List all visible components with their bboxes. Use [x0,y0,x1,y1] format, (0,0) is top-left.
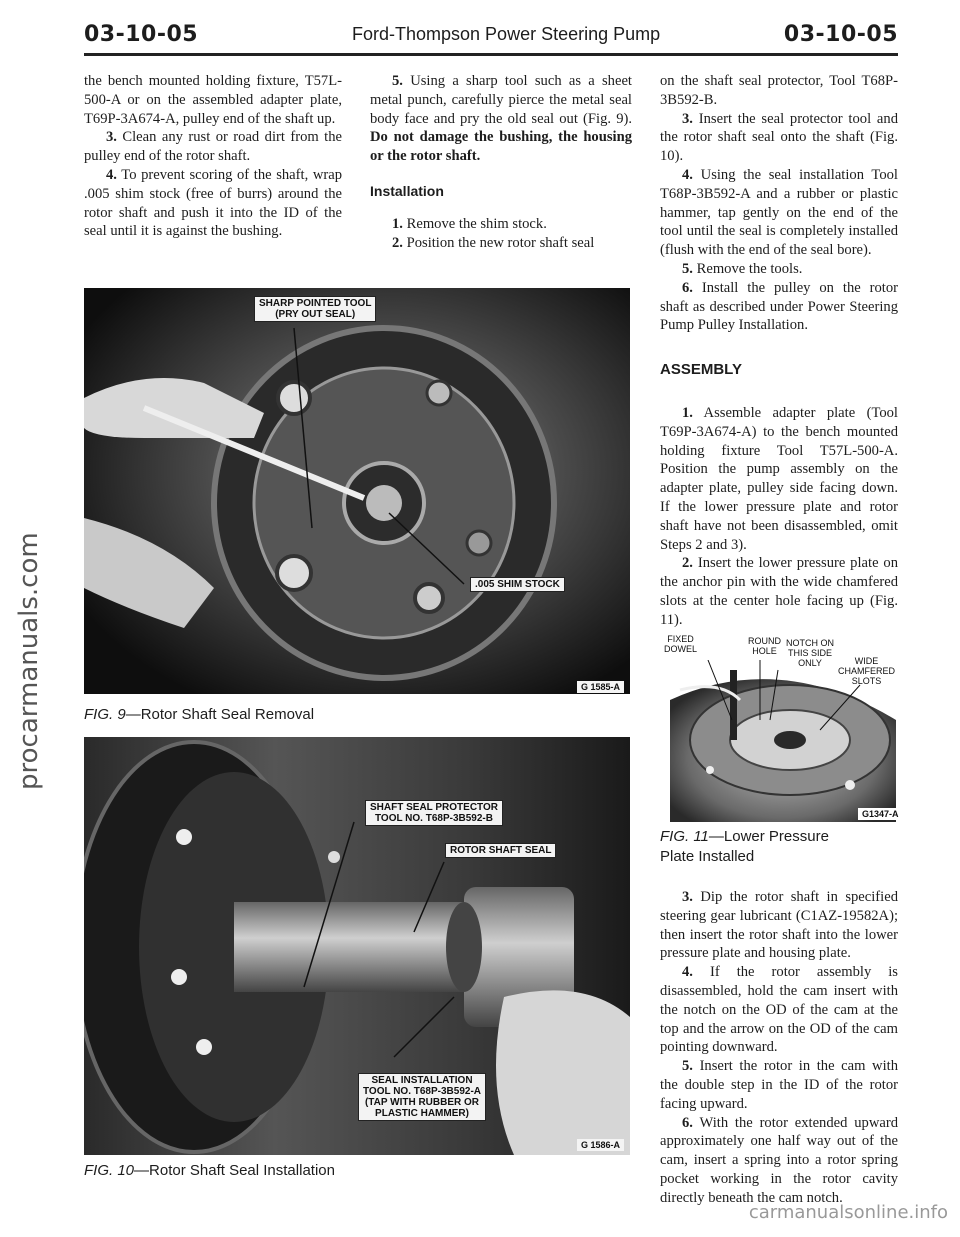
header-rule [84,53,898,56]
fig11-label-fixed-dowel: FIXED DOWEL [664,634,698,654]
step-6: 6. Install the pulley on the rotor shaft as described under Power Steering Pump Pulley Installation. [660,279,898,334]
assembly-step-6: 6. With the rotor extended upward approximately one half way out of the cam, insert a spring into a rotor spring pocket working in the rotor cavity directly beneath the cam notch. [660,1114,899,1206]
paragraph: on the shaft seal protector, Tool T68P-3B592-B. [660,73,898,108]
side-watermark: procarmanuals.com [14,532,44,790]
step-4: 4. To prevent scoring of the shaft, wrap .005 shim stock (free of burrs) around the rotor shaft and push it into the ID of the seal until it is against the bushing. [84,166,342,240]
step-4: 4. Using the seal installation Tool T68P-3B592-A and a rubber or plastic hammer, tap gently on the end of the tool until the seal is completely installed (flush with the end of the seal bore). [660,166,898,259]
assembly-step-3: 3. Dip the rotor shaft in specified steering gear lubricant (C1AZ-19582A); then insert the rotor shaft into the lower pressure plate and housing plate. [660,889,898,962]
fig10-photo [84,737,630,1155]
step-5: 5. Remove the tools. [682,260,803,277]
fig9-callout-tool: SHARP POINTED TOOL (PRY OUT SEAL) [254,296,376,322]
assembly-step-2: 2. Insert the lower pressure plate on the anchor pin with the wide chamfered slots at the center hole facing up (Fig. 11). [660,555,899,628]
step-5: 5. Using a sharp tool such as a sheet metal punch, carefully pierce the metal seal body face and pry the old seal out (Fig. 9). Do not damage the bushing, the housing or the rotor shaft. [370,73,632,165]
fig10-callout-protector: SHAFT SEAL PROTECTOR TOOL NO. T68P-3B592-B [365,800,503,826]
page-title: Ford-Thompson Power Steering Pump [352,24,661,44]
assembly-heading: ASSEMBLY [660,361,742,379]
fig9-code: G 1585-A [577,681,624,693]
fig9-photo [84,288,630,694]
fig11-caption: FIG. 11—Lower Pressure Plate Installed [660,828,829,865]
fig10-callout-seal: ROTOR SHAFT SEAL [445,843,556,858]
fig10-caption: FIG. 10—Rotor Shaft Seal Installation [84,1162,335,1179]
fig11-label-notch: NOTCH ON THIS SIDE ONLY [786,638,834,668]
page-number-left: 03-10-05 [84,22,199,47]
fig11-label-wide-slots: WIDE CHAMFERED SLOTS [838,656,896,686]
column-3-text-bottom [660,888,898,1208]
paragraph: the bench mounted holding fixture, T57L-500-A or on the assembled adapter plate, T69P-3A674-A, pulley end of the shaft up. [84,73,342,127]
fig10-code: G 1586-A [577,1139,624,1151]
step-3: 3. Clean any rust or road dirt from the pulley end of the rotor shaft. [84,129,342,165]
install-step-2: 2. Position the new rotor shaft seal [392,234,595,251]
column-3-text-top [660,72,898,630]
fig11-label-round-hole: ROUND HOLE [748,636,781,656]
assembly-step-5: 5. Insert the rotor in the cam with the double step in the ID of the rotor facing upward. [660,1058,899,1112]
fig9-callout-shim: .005 SHIM STOCK [470,577,565,592]
install-step-1: 1. Remove the shim stock. [392,215,547,232]
fig9-caption: FIG. 9—Rotor Shaft Seal Removal [84,706,315,723]
installation-heading: Installation [370,182,444,199]
fig10-callout-install: SEAL INSTALLATION TOOL NO. T68P-3B592-A (TAP WITH RUBBER OR PLASTIC HAMMER) [358,1073,486,1121]
assembly-step-1: 1. Assemble adapter plate (Tool T69P-3A674-A) to the bench mounted holding fixture Tool T57L-500-A. Position the pump assembly on the adapter plate, pulley side facing down. If the lower pressure plate and rotor shaft have not been disassembled, omit Steps 2 and 3). [660,404,898,553]
column-1-text [84,72,342,241]
fig11-code: G1347-A [858,808,903,820]
column-2-text [370,72,632,252]
footer-watermark: carmanualsonline.info [748,1202,948,1223]
assembly-step-4: 4. If the rotor assembly is disassembled, hold the cam insert with the notch on the OD of the cam at the top and the arrow on the OD of the cam pointing downward. [660,964,898,1056]
page-number-right: 03-10-05 [783,22,898,47]
step-3: 3. Insert the seal protector tool and the rotor shaft seal onto the shaft (Fig. 10). [660,110,898,165]
